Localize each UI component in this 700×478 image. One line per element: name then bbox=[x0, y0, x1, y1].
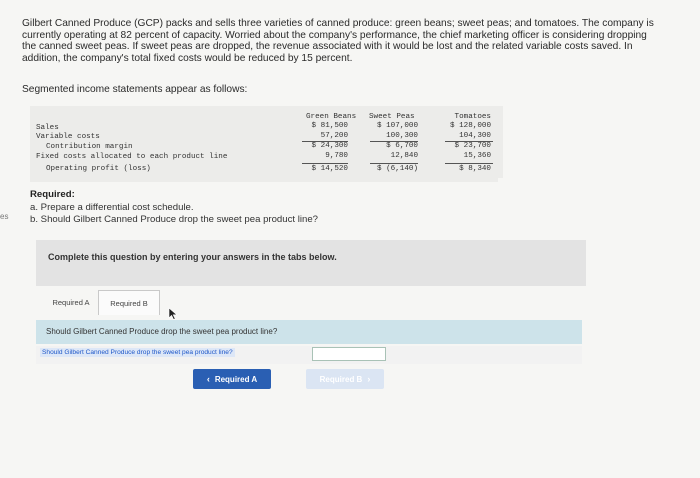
tomatoes-fixed-costs: 15,360 bbox=[463, 152, 491, 160]
green-beans-underline-1 bbox=[302, 141, 348, 142]
answer-row-label: Should Gilbert Canned Produce drop the sweet pea product line? bbox=[42, 349, 233, 356]
green-beans-sales: $ 81,500 bbox=[311, 122, 348, 130]
sweet-peas-fixed-costs: 12,840 bbox=[390, 152, 418, 160]
col-header-tomatoes: Tomatoes bbox=[454, 113, 491, 121]
tomatoes-sales: $ 128,000 bbox=[449, 122, 491, 130]
answer-dropdown[interactable] bbox=[312, 347, 386, 361]
income-statement bbox=[30, 106, 498, 182]
col-header-green-beans: Green Beans bbox=[306, 113, 357, 121]
sweet-peas-underline-1 bbox=[370, 141, 418, 142]
green-beans-underline-2 bbox=[302, 163, 348, 164]
tomatoes-column bbox=[437, 106, 503, 178]
col-header-sweet-peas: Sweet Peas bbox=[369, 113, 415, 121]
problem-intro: Gilbert Canned Produce (GCP) packs and sells three varieties of canned produce: green beans; sweet peas; and tomatoes. The company is currently operating at 82 percent of capacity. Worried about the company's performance, the chief marketing officer is considering dropping the canned sweet peas. If sweet peas are dropped, the revenue associated with it would be lost and the related variable costs saved. In addition, the company's total fixed costs would be reduced by 15 percent. bbox=[22, 18, 654, 64]
green-beans-fixed-costs: 9,780 bbox=[325, 152, 348, 160]
row-label-sales: Sales bbox=[36, 124, 59, 132]
chevron-left-icon: ‹ bbox=[206, 374, 210, 384]
sweet-peas-contribution-margin: $ 6,700 bbox=[386, 142, 418, 150]
tab-required-b[interactable] bbox=[98, 290, 160, 315]
required-a-text: a. Prepare a differential cost schedule. bbox=[30, 202, 194, 213]
tomatoes-contribution-margin: $ 23,700 bbox=[454, 142, 491, 150]
green-beans-variable-costs: 57,200 bbox=[320, 132, 348, 140]
row-label-operating-profit: Operating profit (loss) bbox=[46, 165, 151, 173]
tomatoes-underline-2 bbox=[445, 163, 493, 164]
sweet-peas-operating-profit: $ (6,140) bbox=[376, 165, 418, 173]
sweet-peas-sales: $ 107,000 bbox=[376, 122, 418, 130]
sweet-peas-variable-costs: 100,300 bbox=[386, 132, 418, 140]
chevron-right-icon: › bbox=[367, 374, 371, 384]
next-button-label: Required B bbox=[319, 374, 363, 384]
prev-button-label: Required A bbox=[214, 374, 258, 384]
instruction-text: Complete this question by entering your answers in the tabs below. bbox=[48, 252, 337, 262]
row-label-variable-costs: Variable costs bbox=[36, 133, 100, 141]
tomatoes-variable-costs: 104,300 bbox=[459, 132, 491, 140]
answer-row bbox=[36, 346, 582, 364]
tomatoes-underline-1 bbox=[445, 141, 493, 142]
prev-required-a-button[interactable] bbox=[193, 369, 271, 389]
tab-required-a-label: Required A bbox=[52, 297, 90, 307]
tab-required-a[interactable] bbox=[44, 290, 98, 314]
sweet-peas-underline-2 bbox=[370, 163, 418, 164]
question-band bbox=[36, 320, 582, 344]
required-b-text: b. Should Gilbert Canned Produce drop the sweet pea product line? bbox=[30, 214, 318, 225]
green-beans-operating-profit: $ 14,520 bbox=[311, 165, 348, 173]
tab-required-b-label: Required B bbox=[110, 298, 148, 308]
instruction-panel bbox=[36, 240, 586, 286]
tomatoes-operating-profit: $ 8,340 bbox=[459, 165, 491, 173]
row-label-fixed-costs: Fixed costs allocated to each product line bbox=[36, 153, 228, 161]
statement-subheading: Segmented income statements appear as follows: bbox=[22, 84, 248, 95]
green-beans-contribution-margin: $ 24,300 bbox=[311, 142, 348, 150]
required-heading: Required: bbox=[30, 189, 75, 200]
row-label-contribution-margin: Contribution margin bbox=[46, 143, 133, 151]
question-text: Should Gilbert Canned Produce drop the sweet pea product line? bbox=[46, 327, 278, 336]
next-required-b-button bbox=[306, 369, 384, 389]
page-edge-text: es bbox=[0, 212, 9, 221]
